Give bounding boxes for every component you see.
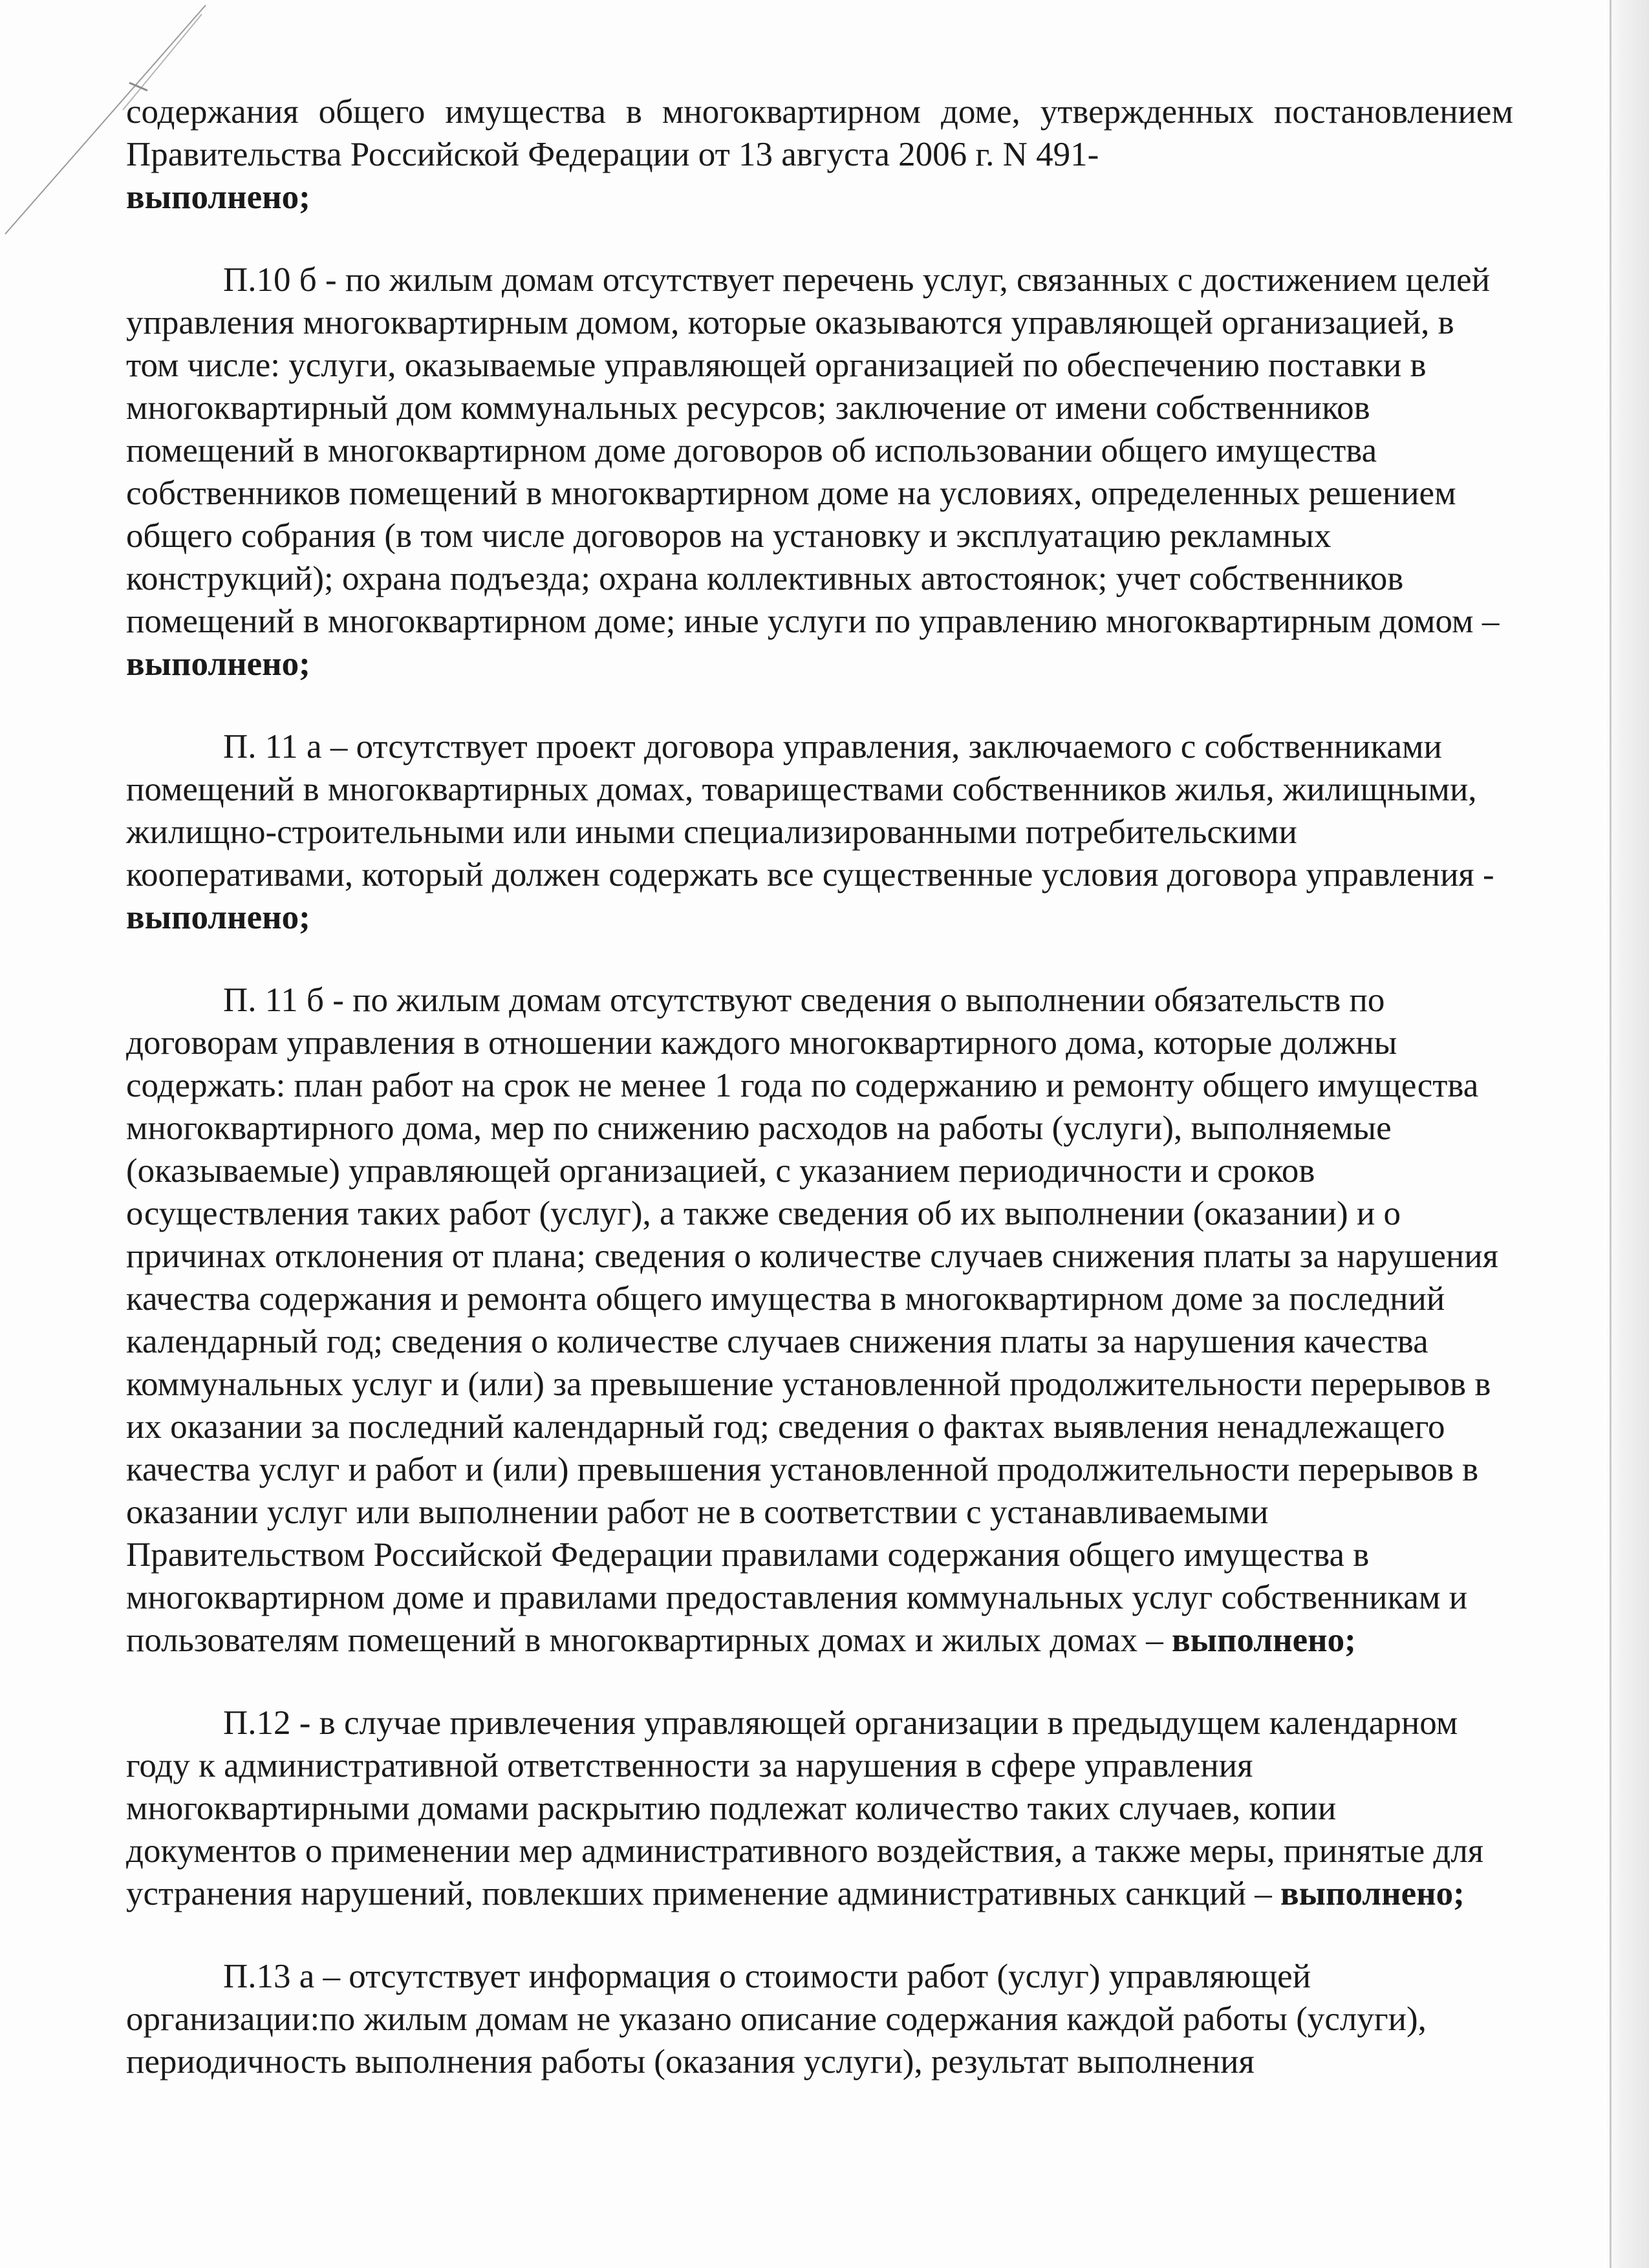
paragraph-p12 — [126, 1702, 1513, 1915]
paragraph-text: П.10 б - по жилым домам отсутствует перечень услуг, связанных с достижением целей управления многоквартирным домом, которые оказываются управляющей организацией, в том числе: услуги, оказываемые управляющей организацией по обеспечению поставки в многоквартирный дом коммунальных ресурсов; заключение от имени собственников помещений в многоквартирном доме договоров об использовании общего имущества собственников помещений в многоквартирном доме на условиях, определенных решением общего собрания (в том числе договоров на установку и эксплуатацию рекламных конструкций); охрана подъезда; охрана коллективных автостоянок; учет собственников помещений в многоквартирном доме; иные услуги по управлению многоквартирным домом – — [126, 261, 1500, 640]
paragraph-text: П.13 а – отсутствует информация о стоимости работ (услуг) управляющей организации:по жилым домам не указано описание содержания каждой работы (услуги), периодичность выполнения работы (оказания услуги), результат выполнения — [126, 1958, 1427, 2081]
paragraph-text: содержания общего имущества в многоквартирном доме, утвержденных постановлением Правительства Российской Федерации от 13 августа 2006 г. N 491- — [126, 93, 1513, 173]
status-completed: выполнено; — [126, 178, 310, 216]
paragraph-p13a — [126, 1955, 1513, 2083]
status-completed: выполнено; — [126, 645, 310, 683]
paragraph-text: П. 11 б - по жилым домам отсутствуют сведения о выполнении обязательств по договорам управления в отношении каждого многоквартирного дома, которые должны содержать: план работ на срок не менее 1 года по содержанию и ремонту общего имущества многоквартирного дома, мер по снижению расходов на работы (услуги), выполняемые (оказываемые) управляющей организацией, с указанием периодичности и сроков осуществления таких работ (услуг), а также сведения об их выполнении (оказании) и о причинах отклонения от плана; сведения о количестве случаев снижения платы за нарушения качества содержания и ремонта общего имущества в многоквартирном доме за последний календарный год; сведения о количестве случаев снижения платы за нарушения качества коммунальных услуг и (или) за превышение установленной продолжительности перерывов в их оказании за последний календарный год; сведения о фактах выявления ненадлежащего качества услуг и работ и (или) превышения установленной продолжительности перерывов в оказании услуг или выполнении работ не в соответствии с устанавливаемыми Правительством Российской Федерации правилами содержания общего имущества в многоквартирном доме и правилами предоставления коммунальных услуг собственникам и пользователям помещений в многоквартирных домах и жилых домах – — [126, 981, 1499, 1659]
paragraph-p11a — [126, 725, 1513, 939]
paragraph-p10b — [126, 259, 1513, 685]
status-completed: выполнено; — [1172, 1621, 1356, 1659]
page-edge-line — [1610, 0, 1611, 2268]
paragraph-p11b — [126, 979, 1513, 1662]
status-completed: выполнено; — [1280, 1875, 1465, 1912]
status-completed: выполнено; — [126, 899, 310, 936]
paragraph-text: П. 11 а – отсутствует проект договора управления, заключаемого с собственниками помещений в многоквартирных домах, товариществами собственников жилья, жилищными, жилищно-строительными или иными специализированными потребительскими кооперативами, который должен содержать все существенные условия договора управления - — [126, 728, 1494, 893]
paragraph-continuation — [126, 91, 1513, 219]
document-body — [126, 91, 1513, 2083]
paragraph-text: П.12 - в случае привлечения управляющей организации в предыдущем календарном году к административной ответственности за нарушения в сфере управления многоквартирными домами раскрытию подлежат количество таких случаев, копии документов о применении мер административного воздействия, а также меры, принятые для устранения нарушений, повлекших применение административных санкций – — [126, 1704, 1484, 1912]
